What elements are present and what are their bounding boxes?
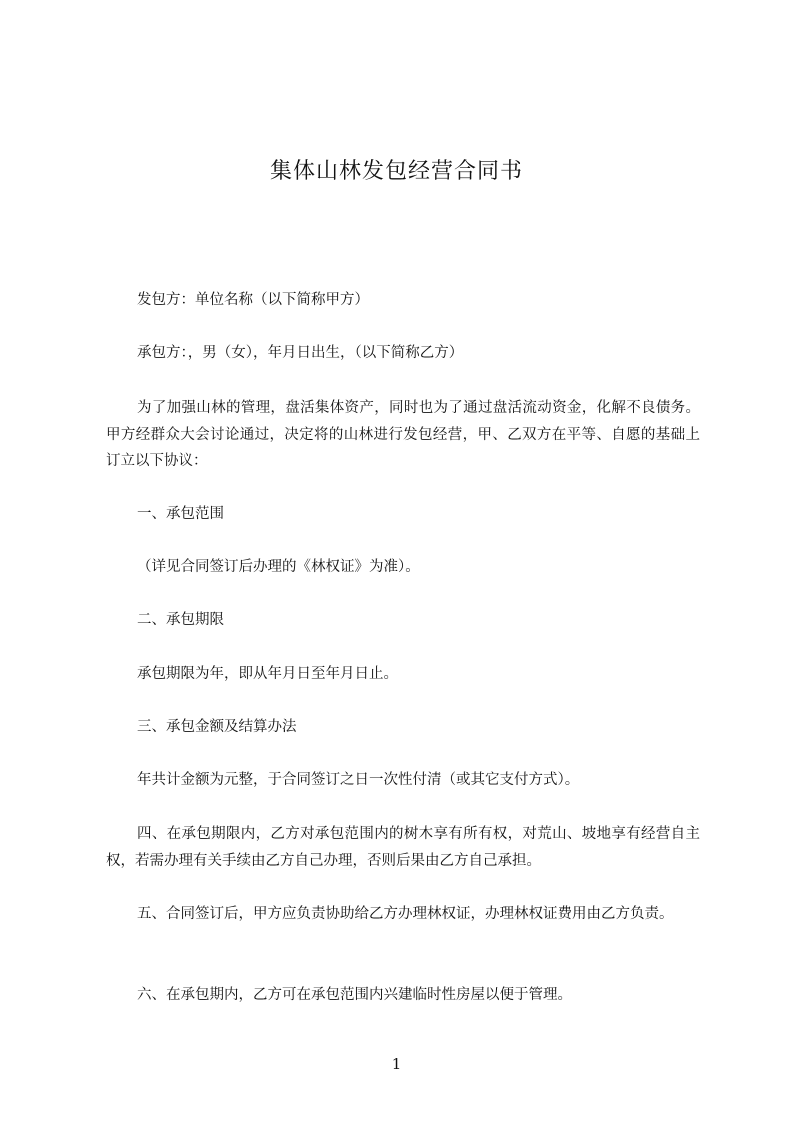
section-heading-term: 二、承包期限 <box>137 612 224 628</box>
term-paragraph: 承包期限为年，即从年月日至年月日止。 <box>137 666 398 682</box>
page-number: 1 <box>391 1055 402 1073</box>
clause-five-paragraph: 五、合同签订后，甲方应负责协助给乙方办理林权证，办理林权证费用由乙方负责。 <box>137 906 674 922</box>
section-heading-scope: 一、承包范围 <box>137 506 224 522</box>
clause-six-paragraph: 六、在承包期内，乙方可在承包范围内兴建临时性房屋以便于管理。 <box>137 987 572 1003</box>
party-b-line: 承包方：，男（女），年月日出生，（以下简称乙方） <box>137 345 464 361</box>
payment-paragraph: 年共计金额为元整，于合同签订之日一次性付清（或其它支付方式）。 <box>137 772 580 788</box>
clause-four-paragraph: 四、在承包期限内，乙方对承包范围内的树木享有所有权，对荒山、坡地享有经营自主权，若需办理有关手续由乙方自己办理，否则后果由乙方自己承担。 <box>106 826 700 869</box>
section-heading-payment: 三、承包金额及结算办法 <box>137 719 297 735</box>
party-a-line: 发包方：单位名称（以下简称甲方） <box>137 292 369 308</box>
document-title: 集体山林发包经营合同书 <box>269 158 523 184</box>
preamble-paragraph: 为了加强山林的管理，盘活集体资产，同时也为了通过盘活流动资金，化解不良债务。甲方经群众大会讨论通过，决定将的山林进行发包经营，甲、乙双方在平等、自愿的基础上订立以下协议： <box>106 400 700 469</box>
scope-paragraph: （详见合同签订后办理的《林权证》为准）。 <box>137 559 420 575</box>
